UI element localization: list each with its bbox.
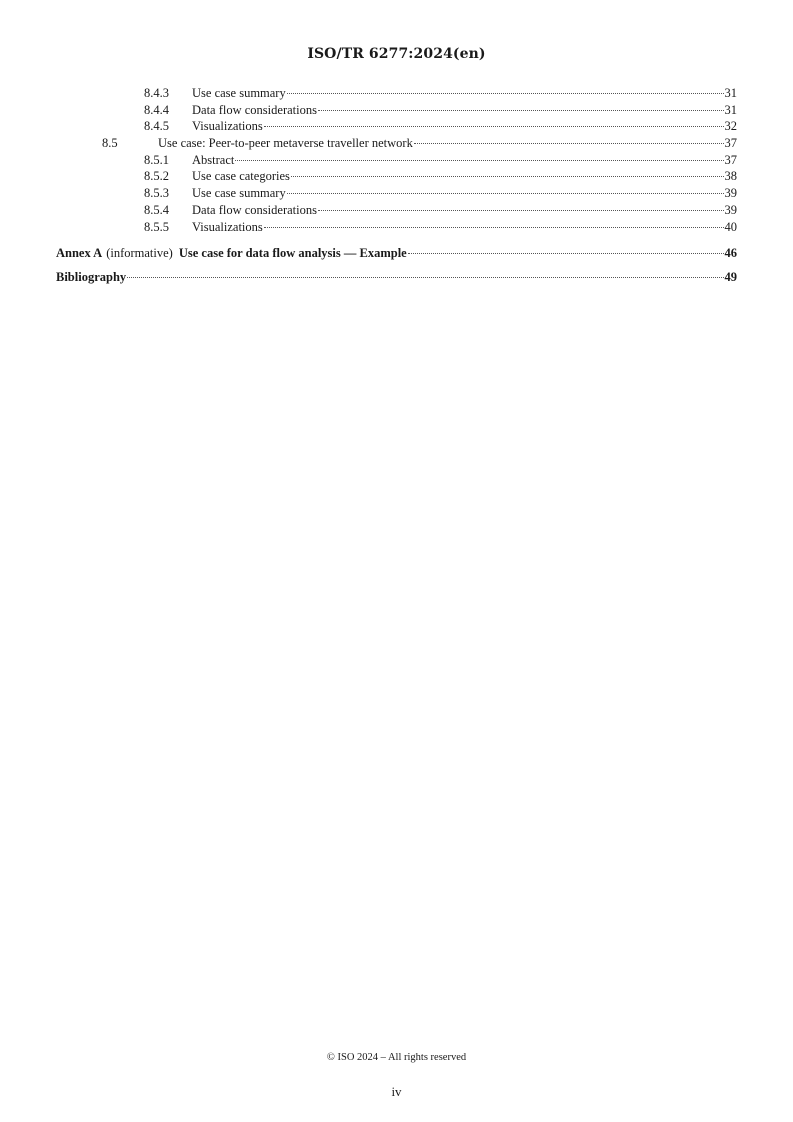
- toc-entry-number: 8.5.4: [144, 202, 169, 217]
- leader-dots: [291, 176, 724, 177]
- toc-entry-title: Data flow considerations: [192, 102, 317, 117]
- toc-entry-title: Visualizations: [192, 219, 263, 234]
- toc-entry-page: 32: [724, 119, 737, 134]
- toc-entry-number: 8.5.1: [144, 152, 169, 167]
- toc-entry-page: 46: [724, 246, 737, 261]
- toc-entry-8-4-5[interactable]: [56, 118, 737, 135]
- toc-entry-number: 8.4.5: [144, 119, 169, 134]
- toc-entry-8-5-3[interactable]: [56, 185, 737, 202]
- toc-entry-title: Use case categories: [192, 169, 290, 184]
- copyright-footer: © ISO 2024 – All rights reserved: [326, 1052, 467, 1063]
- toc-entry-title: Data flow considerations: [192, 202, 317, 217]
- leader-dots: [264, 126, 724, 127]
- leader-dots: [414, 143, 724, 144]
- table-of-contents: [56, 85, 737, 289]
- toc-entry-page: 31: [724, 86, 737, 100]
- annex-title: Use case for data flow analysis — Example: [178, 246, 407, 261]
- toc-entry-8-5-4[interactable]: [56, 202, 737, 219]
- leader-dots: [318, 210, 724, 211]
- bibliography-title: Bibliography: [56, 270, 127, 285]
- toc-entry-page: 38: [724, 169, 737, 184]
- toc-entry-number: 8.4.4: [144, 102, 169, 117]
- annex-informative: (informative): [106, 246, 173, 261]
- toc-entry-number: 8.5.5: [144, 219, 169, 234]
- leader-dots: [408, 253, 724, 254]
- toc-entry-page: 31: [724, 102, 737, 117]
- toc-entry-page: 39: [724, 202, 737, 217]
- toc-entry-8-4-4[interactable]: [56, 102, 737, 119]
- toc-entry-title: Use case summary: [192, 186, 286, 201]
- annex-label: Annex A: [56, 246, 103, 261]
- toc-entry-number: 8.5.2: [144, 169, 169, 184]
- toc-entry-8-5-5[interactable]: [56, 219, 737, 236]
- toc-entry-8-5-1[interactable]: [56, 152, 737, 169]
- toc-entry-title: Use case: Peer-to-peer metaverse traveller network: [158, 136, 413, 151]
- toc-entry-number: 8.4.3: [144, 86, 169, 100]
- toc-entry-8-5[interactable]: [56, 135, 737, 152]
- toc-entry-8-4-3[interactable]: [56, 85, 737, 102]
- toc-entry-title: Visualizations: [192, 119, 263, 134]
- toc-entry-bibliography[interactable]: [56, 265, 737, 289]
- leader-dots: [287, 193, 724, 194]
- toc-entry-page: 49: [724, 270, 737, 285]
- toc-entry-annex-a[interactable]: [56, 241, 737, 265]
- toc-entry-page: 37: [724, 136, 737, 151]
- leader-dots: [235, 160, 723, 161]
- page-number: iv: [391, 1084, 402, 1099]
- leader-dots: [127, 277, 723, 278]
- toc-entry-title: Use case summary: [192, 86, 286, 100]
- leader-dots: [318, 110, 724, 111]
- leader-dots: [287, 93, 724, 94]
- toc-entry-page: 37: [724, 152, 737, 167]
- toc-entry-page: 40: [724, 219, 737, 234]
- document-header: ISO/TR 6277:2024(en): [307, 46, 486, 62]
- toc-entry-page: 39: [724, 186, 737, 201]
- toc-entry-title: Abstract: [192, 152, 235, 167]
- toc-entry-8-5-2[interactable]: [56, 168, 737, 185]
- leader-dots: [264, 227, 724, 228]
- toc-entry-number: 8.5: [102, 136, 118, 151]
- toc-entry-number: 8.5.3: [144, 186, 169, 201]
